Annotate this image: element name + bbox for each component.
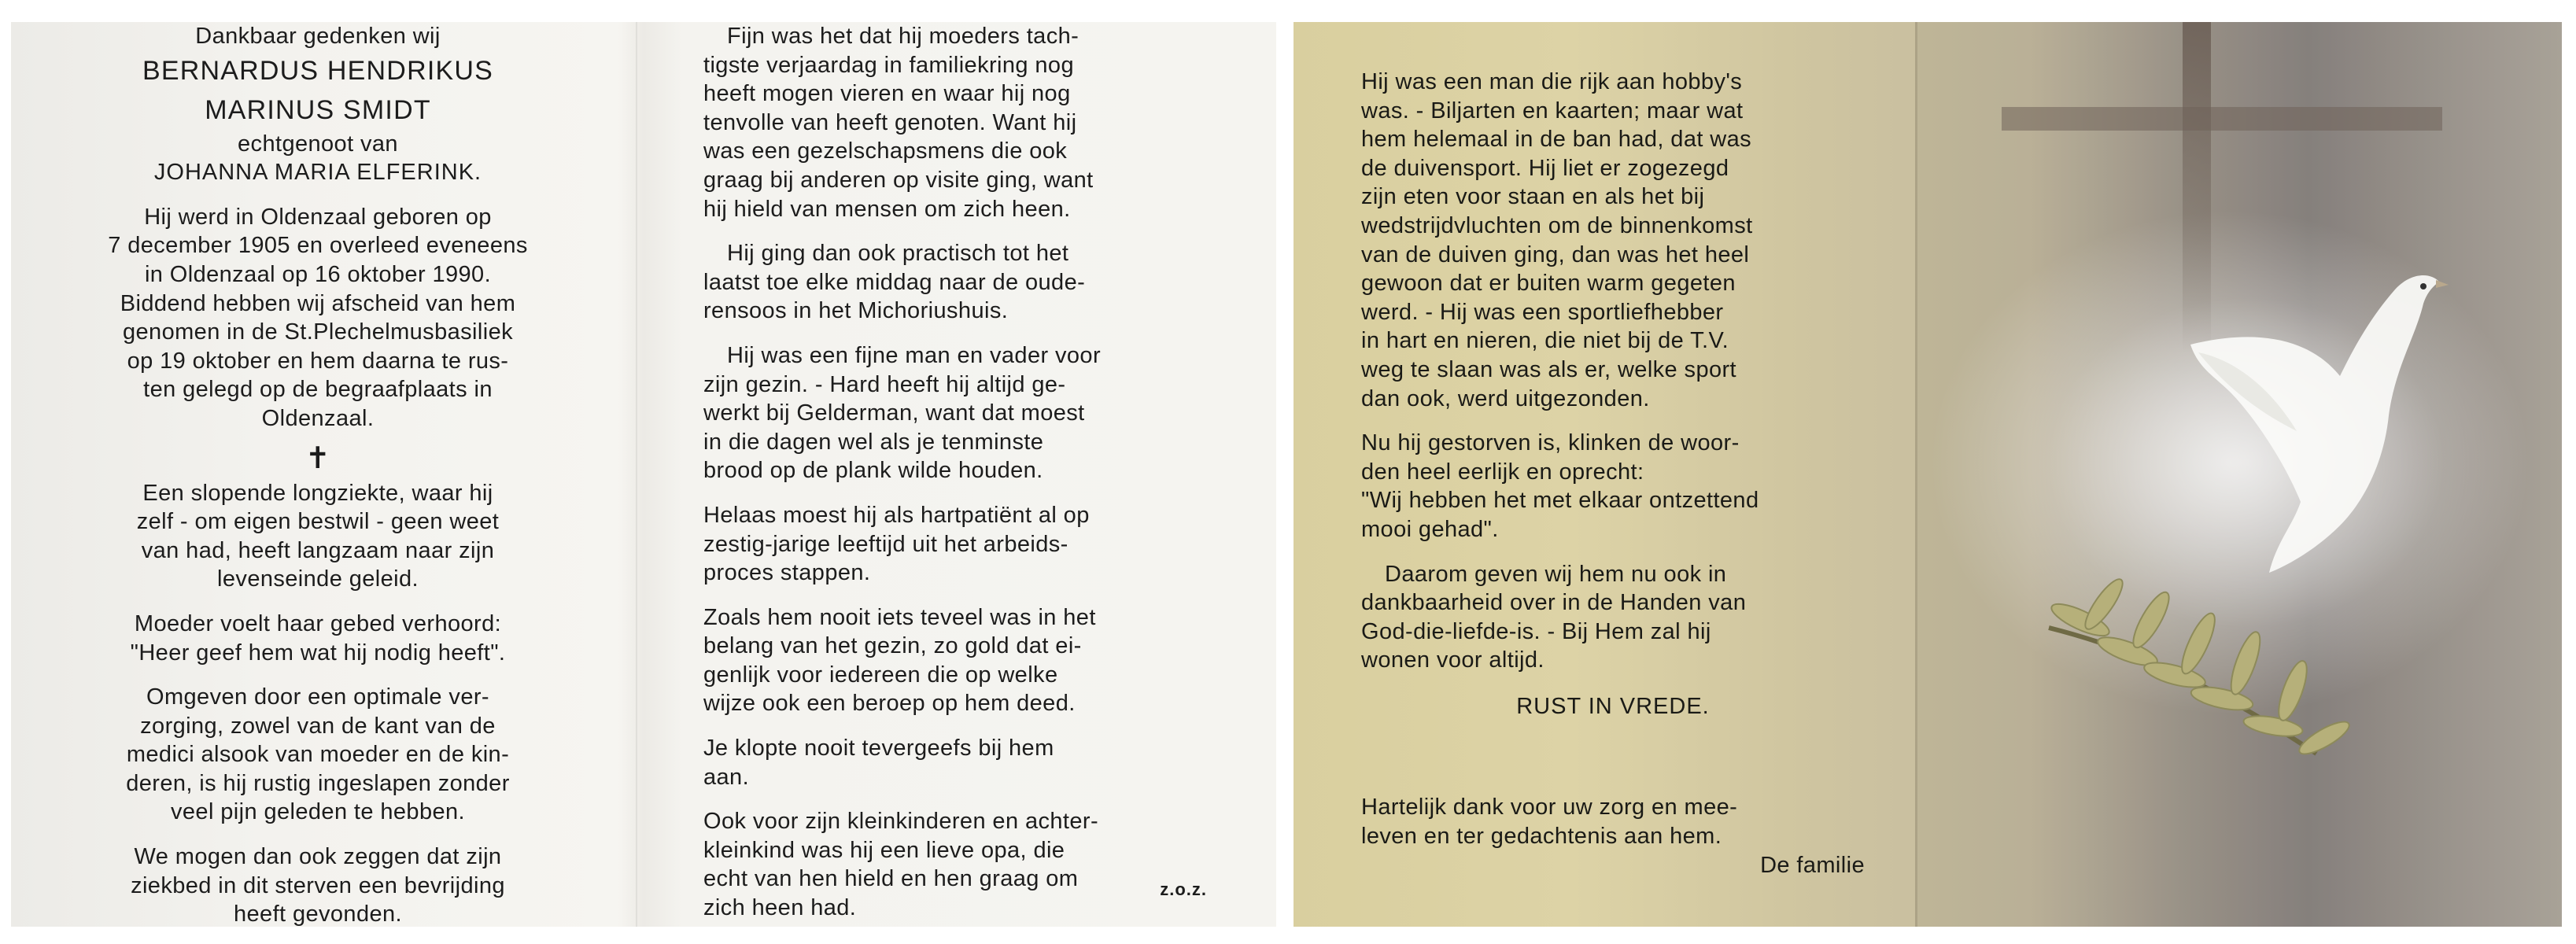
text-line: laatst toe elke middag naar de oude- (703, 269, 1086, 295)
text-line: tigste verjaardag in familiekring nog (703, 52, 1074, 78)
text-line: Hij was een man die rijk aan hobby's (1361, 69, 1743, 94)
text-line: Biddend hebben wij afscheid van hem (120, 290, 516, 316)
memorial-card-outside-right (1294, 22, 2562, 927)
biography-paragraph (11, 203, 625, 433)
memorial-card-inside-left (11, 22, 1276, 927)
spouse-label: echtgenoot van (238, 131, 398, 157)
text-line: werkt bij Gelderman, want dat moest (703, 400, 1085, 426)
text-line: was een gezelschapsmens die ook (703, 138, 1068, 164)
text-line: medici alsook van moeder en de kin- (126, 742, 510, 768)
text-line: weg te slaan was als er, welke sport (1361, 356, 1737, 382)
cross-symbol-icon: ✝ (304, 441, 331, 475)
life-story-column (703, 22, 1207, 923)
card-fold (636, 22, 637, 927)
text-line: mooi gehad". (1361, 516, 1499, 542)
text-line: aan. (703, 764, 750, 790)
announcement-column (11, 22, 625, 927)
text-line: 7 december 1905 en overleed eveneens (108, 233, 528, 259)
text-line: Helaas moest hij als hartpatiënt al op (703, 502, 1090, 528)
card-fold (1915, 22, 1917, 927)
intro-heading: Dankbaar gedenken wij (195, 24, 441, 49)
text-line: Ook voor zijn kleinkinderen en achter- (703, 809, 1098, 835)
text-line: ten gelegd op de begraafplaats in (143, 377, 493, 403)
work-paragraph (703, 341, 1207, 485)
text-line: Moeder voelt haar gebed verhoord: (134, 610, 502, 636)
text-line: Hij was een fijne man en vader voor (727, 342, 1102, 368)
text-line: levenseinde geleid. (217, 566, 419, 592)
text-line: zijn gezin. - Hard heeft hij altijd ge- (703, 371, 1066, 397)
text-line: van had, heeft langzaam naar zijn (141, 537, 495, 563)
text-line: echt van hen hield en hen graag om (703, 866, 1079, 892)
text-line: hem helemaal in de ban had, dat was (1361, 127, 1752, 153)
text-line: heeft mogen vieren en waar hij nog (703, 81, 1071, 107)
text-line: op 19 oktober en hem daarna te rus- (127, 348, 509, 374)
farewell-paragraph (1361, 429, 1865, 544)
turn-over-note: z.o.z. (1160, 879, 1207, 899)
text-line: dankbaarheid over in de Handen van (1361, 590, 1747, 616)
gratitude-paragraph (1361, 560, 1865, 675)
text-line: Je klopte nooit tevergeefs bij hem (703, 736, 1054, 761)
text-line: de duivensport. Hij liet er zogezegd (1361, 155, 1729, 181)
text-line: in die dagen wel als je tenminste (703, 429, 1044, 455)
text-line: werd. - Hij was een sportliefhebber (1361, 299, 1724, 325)
text-line: zorging, zowel van de kant van de (140, 713, 496, 739)
text-line: tenvolle van heeft genoten. Want hij (703, 109, 1077, 135)
family-signature: De familie (1760, 852, 1865, 878)
text-line: Nu hij gestorven is, klinken de woor- (1361, 430, 1740, 456)
text-line: graag bij anderen op visite ging, want (703, 167, 1094, 193)
text-line: zelf - om eigen bestwil - geen weet (136, 509, 500, 535)
text-line: wonen voor altijd. (1361, 647, 1544, 673)
text-line: den heel eerlijk en oprecht: (1361, 459, 1644, 485)
text-line: "Heer geef hem wat hij nodig heeft". (130, 640, 506, 666)
text-line: Een slopende longziekte, waar hij (142, 480, 493, 506)
care-paragraph (11, 683, 625, 827)
hobbies-paragraph (1361, 68, 1865, 413)
text-line: brood op de plank wilde houden. (703, 458, 1043, 484)
grandchildren-paragraph (703, 807, 1207, 922)
text-line: gewoon dat er buiten warm gegeten (1361, 271, 1736, 297)
prayer-paragraph (11, 610, 625, 667)
family-paragraph (703, 22, 1207, 223)
text-line: Zoals hem nooit iets teveel was in het (703, 604, 1096, 630)
text-line: wedstrijdvluchten om de binnenkomst (1361, 212, 1753, 238)
text-line: "Wij hebben het met elkaar ontzettend (1361, 488, 1759, 514)
text-line: Hij werd in Oldenzaal geboren op (144, 204, 492, 230)
text-line: genomen in de St.Plechelmusbasiliek (123, 319, 513, 345)
text-line: genlijk voor iedereen die op welke (703, 662, 1058, 688)
text-line: was. - Biljarten en kaarten; maar wat (1361, 98, 1744, 124)
text-line: God-die-liefde-is. - Bij Hem zal hij (1361, 618, 1711, 644)
illness-paragraph (11, 479, 625, 594)
text-line: ziekbed in dit sterven een bevrijding (131, 872, 505, 898)
text-line: hij hield van mensen om zich heen. (703, 196, 1071, 222)
text-line: veel pijn geleden te hebben. (171, 799, 465, 825)
release-paragraph (11, 843, 625, 927)
text-line: Daarom geven wij hem nu ook in (1385, 561, 1727, 587)
text-line: wijze ook een beroep op hem deed. (703, 691, 1076, 717)
text-line: belang van het gezin, zo gold dat ei- (703, 633, 1082, 659)
heart-paragraph (703, 501, 1207, 588)
deceased-name-line-1: BERNARDUS HENDRIKUS (142, 55, 493, 86)
text-line: deren, is hij rustig ingeslapen zonder (126, 770, 510, 796)
text-line: Omgeven door een optimale ver- (146, 684, 489, 710)
helpful-paragraph (703, 603, 1207, 718)
text-line: zestig-jarige leeftijd uit het arbeids- (703, 531, 1068, 557)
text-line: Hij ging dan ook practisch tot het (727, 241, 1069, 267)
hobbies-column (1361, 68, 1865, 879)
text-line: leven en ter gedachtenis aan hem. (1361, 824, 1722, 850)
thanks-paragraph (1361, 793, 1865, 850)
text-line: in Oldenzaal op 16 oktober 1990. (144, 261, 492, 287)
text-line: zich heen had. (703, 895, 857, 921)
soos-paragraph (703, 239, 1207, 326)
text-line: dan ook, werd uitgezonden. (1361, 385, 1650, 411)
text-line: in hart en nieren, die niet bij de T.V. (1361, 328, 1729, 354)
text-line: We mogen dan ook zeggen dat zijn (134, 844, 502, 870)
knock-paragraph (703, 734, 1207, 791)
text-line: Oldenzaal. (261, 405, 375, 431)
deceased-name-line-2: MARINUS SMIDT (205, 94, 431, 125)
text-line: rensoos in het Michoriushuis. (703, 298, 1009, 324)
spouse-name: JOHANNA MARIA ELFERINK. (153, 160, 482, 186)
text-line: van de duiven ging, dan was het heel (1361, 242, 1750, 267)
text-line: Hartelijk dank voor uw zorg en mee- (1361, 795, 1738, 820)
text-line: Fijn was het dat hij moeders tach- (727, 24, 1079, 49)
text-line: proces stappen. (703, 560, 871, 586)
text-line: zijn eten voor staan en als het bij (1361, 184, 1705, 210)
text-line: kleinkind was hij een lieve opa, die (703, 837, 1065, 863)
text-line: heeft gevonden. (233, 902, 402, 927)
rest-in-peace: RUST IN VREDE. (1516, 693, 1710, 719)
